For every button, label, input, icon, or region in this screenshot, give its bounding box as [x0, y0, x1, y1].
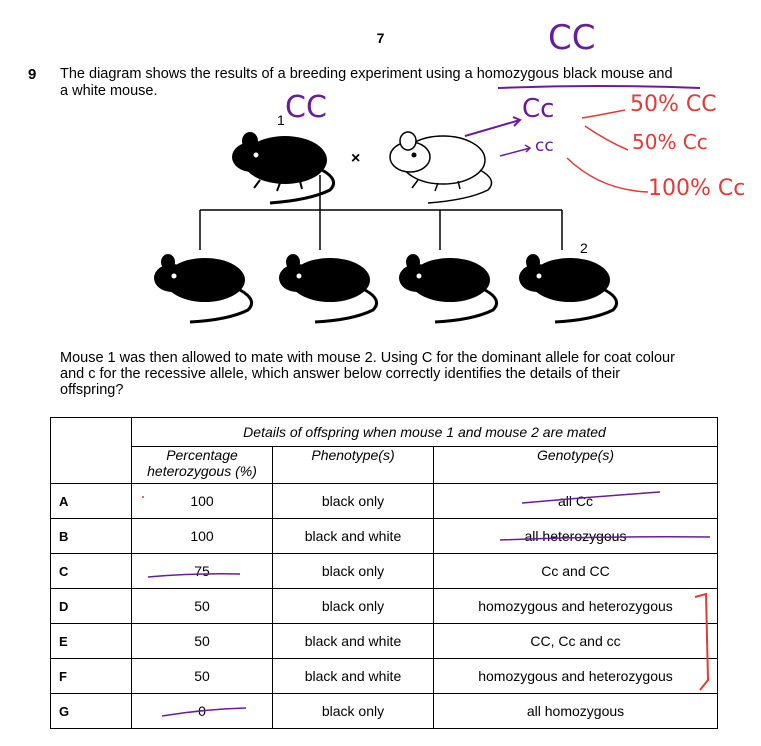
table-row	[51, 589, 718, 624]
table-row	[51, 519, 718, 554]
question-body	[60, 350, 712, 398]
row-label: B	[51, 519, 132, 554]
offspring-mouse-3	[399, 254, 497, 322]
table-row	[51, 484, 718, 519]
handwritten-white-Cc: Cc	[522, 94, 555, 124]
col-header-phenotype: Phenotype(s)	[273, 447, 434, 484]
table-row	[51, 624, 718, 659]
row-phenotype: black only	[273, 694, 434, 729]
row-percentage: 50	[132, 589, 273, 624]
mouse-1-label: 1	[277, 112, 285, 128]
col-header-genotype: Genotype(s)	[434, 447, 718, 484]
row-label: A	[51, 484, 132, 519]
table-row	[51, 659, 718, 694]
row-genotype: all homozygous	[434, 694, 718, 729]
row-genotype: all Cc	[434, 484, 718, 519]
handwritten-50-CC: 50% CC	[630, 92, 717, 117]
row-label: F	[51, 659, 132, 694]
question-body-line2: and c for the recessive allele, which answer below correctly identifies the details of their	[60, 366, 621, 382]
row-phenotype: black and white	[273, 519, 434, 554]
row-genotype: all heterozygous	[434, 519, 718, 554]
row-percentage: 50	[132, 659, 273, 694]
row-genotype: CC, Cc and cc	[434, 624, 718, 659]
handwritten-white-cc: cc	[535, 136, 554, 156]
col-header-percentage-l1: Percentage	[166, 447, 238, 463]
row-percentage: 50	[132, 624, 273, 659]
handwritten-mouse1-genotype: CC	[285, 90, 327, 125]
table-header-span: Details of offspring when mouse 1 and mouse 2 are mated	[132, 418, 718, 447]
row-phenotype: black and white	[273, 624, 434, 659]
table-corner	[51, 418, 132, 484]
handwritten-cc-top: CC	[548, 18, 596, 58]
row-percentage: 100	[132, 484, 273, 519]
question-text-line2: a white mouse.	[60, 83, 158, 99]
row-genotype: homozygous and heterozygous	[434, 589, 718, 624]
table-row	[51, 694, 718, 729]
parent-black-mouse	[232, 132, 334, 203]
parent-white-mouse	[390, 132, 492, 203]
question-text-line1: The diagram shows the results of a breeding experiment using a homozygous black mouse and	[60, 66, 673, 82]
handwritten-100-Cc: 100% Cc	[648, 176, 746, 201]
row-percentage: 0	[132, 694, 273, 729]
col-header-percentage-l2: heterozygous (%)	[147, 463, 257, 479]
row-label: C	[51, 554, 132, 589]
row-label: D	[51, 589, 132, 624]
row-label: E	[51, 624, 132, 659]
row-genotype: Cc and CC	[434, 554, 718, 589]
question-body-line3: offspring?	[60, 382, 124, 398]
question-body-line1: Mouse 1 was then allowed to mate with mouse 2. Using C for the dominant allele for coat colour	[60, 350, 675, 366]
table-row	[51, 554, 718, 589]
row-percentage: 75	[132, 554, 273, 589]
row-phenotype: black only	[273, 589, 434, 624]
mouse-2-label: 2	[580, 240, 588, 256]
row-percentage: 100	[132, 519, 273, 554]
offspring-mouse-4	[519, 254, 617, 322]
question-text	[60, 66, 720, 100]
row-genotype: homozygous and heterozygous	[434, 659, 718, 694]
answer-table	[50, 417, 718, 729]
handwritten-50-Cc: 50% Cc	[632, 130, 708, 154]
offspring-mouse-2	[279, 254, 377, 322]
offspring-mouse-1	[154, 254, 252, 322]
page-number: 7	[376, 30, 385, 46]
question-number: 9	[28, 66, 37, 83]
row-phenotype: black and white	[273, 659, 434, 694]
row-label: G	[51, 694, 132, 729]
col-header-percentage	[132, 447, 273, 484]
cross-symbol: ×	[351, 150, 361, 167]
row-phenotype: black only	[273, 554, 434, 589]
row-phenotype: black only	[273, 484, 434, 519]
